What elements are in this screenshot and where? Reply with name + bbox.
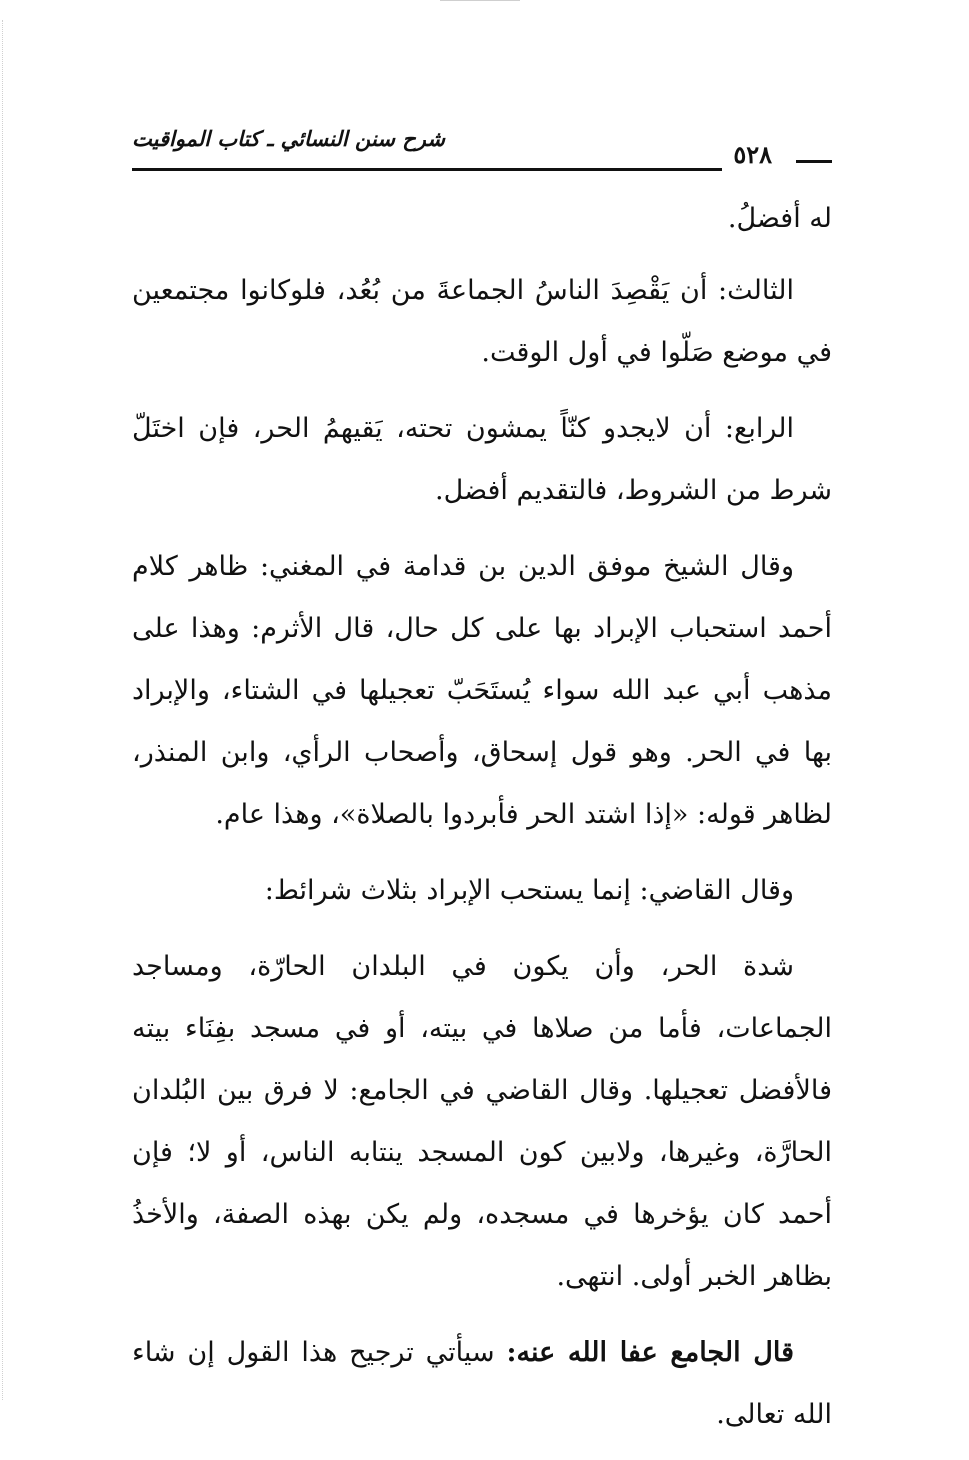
page-number-dash <box>796 160 832 163</box>
paragraph-text: الرابع: أن لايجدو كنّاً يمشون تحته، يَقيهمُ الحر، فإن اختَلّ شرط من الشروط، فالتقديم أفضل. <box>132 413 832 506</box>
paragraph-text: الثالث: أن يَقْصِدَ الناسُ الجماعةَ من بُعُد، فلوكانوا مجتمعين في موضع صَلّوا في أول الوقت. <box>132 275 832 368</box>
paragraph-text: وقال القاضي: إنما يستحب الإبراد بثلاث شرائط: <box>264 875 794 906</box>
closing-text: سيأتي ترجيح هذا القول إن شاء الله تعالى. <box>132 1337 832 1430</box>
paragraph-third-condition <box>132 260 832 384</box>
header-rule <box>132 168 722 171</box>
paragraph-closing <box>132 1322 832 1446</box>
scan-artifact-top <box>440 0 520 4</box>
paragraph-text: وقال الشيخ موفق الدين بن قدامة في المغني: ظاهر كلام أحمد استحباب الإبراد بها على كل حال، قال الأثرم: وهذا على مذهب أبي عبد الله سواء يُستَحَبّ تعجيلها في الشتاء، والإبراد بها في الحر. وهو قول إسحاق، وأصحاب الرأي، وابن المنذر، لظاهر قوله: «إذا اشتد الحر فأبردوا بالصلاة»، وهذا عام. <box>132 551 832 830</box>
page-header <box>132 118 832 180</box>
closing-lead: قال الجامع عفا الله عنه: <box>506 1337 794 1368</box>
scan-artifact-left-edge <box>2 20 4 1400</box>
page-body <box>132 188 832 1460</box>
paragraph-text: شدة الحر، وأن يكون في البلدان الحارّة، ومساجد الجماعات، فأما من صلاها في بيته، أو في مسجد بفِنَاء بيته فالأفضل تعجيلها. وقال القاضي في الجامع: لا فرق بين البُلدان الحارَّة، وغيرها، ولابين كون المسجد ينتابه الناس، أو لا؛ فإن أحمد كان يؤخرها في مسجده، ولم يكن بهذه الصفة، والأخذُ بظاهر الخبر أولى. انتهى. <box>132 951 832 1292</box>
paragraph-conditions-detail <box>132 936 832 1308</box>
running-title: شرح سنن النسائي ـ كتاب المواقيت <box>132 126 445 151</box>
paragraph-continuation <box>132 188 832 250</box>
paragraph-text: له أفضلُ. <box>727 203 832 234</box>
paragraph-fourth-condition <box>132 398 832 522</box>
paragraph-qadi-conditions <box>132 860 832 922</box>
paragraph-ibn-qudama <box>132 536 832 846</box>
page-number: ٥٢٨ <box>733 140 772 169</box>
